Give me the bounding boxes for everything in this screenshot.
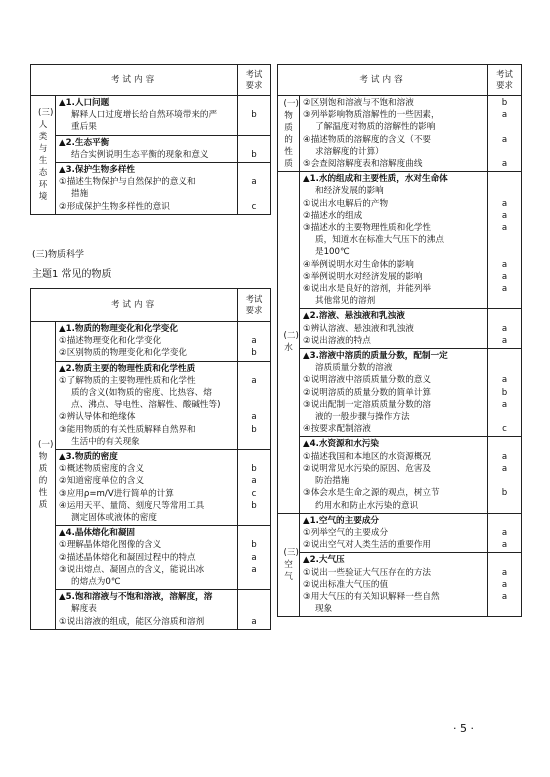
item-heading: ▲1.空气的主要成分 [303, 515, 380, 526]
table-row [278, 349, 522, 437]
item-heading: ▲2.大气压 [303, 555, 345, 566]
row-content [56, 526, 238, 590]
requirement-level: c [251, 201, 257, 212]
row-requirement [488, 437, 522, 513]
requirement-level: a [501, 579, 508, 590]
table-row [278, 513, 522, 553]
requirement-level: a [501, 335, 508, 346]
row-requirement [238, 361, 271, 449]
item-heading: ▲2.溶液、悬浊液和乳浊液 [303, 311, 405, 322]
item-heading: ▲3.溶液中溶质的质量分数，配制一定 [303, 351, 448, 362]
requirement-level [238, 576, 270, 588]
requirement-level: b [501, 488, 508, 499]
requirement-level: a [501, 134, 508, 145]
item-line: 求溶解度的计算） [315, 146, 384, 157]
item-heading: ▲1.水的组成和主要性质，水对生命体 [303, 174, 448, 185]
table-row [278, 553, 522, 617]
item-line: 约用水和防止水污染的意识 [315, 500, 419, 511]
row-content [56, 163, 238, 215]
requirement-level [238, 512, 270, 524]
row-content [300, 553, 488, 617]
requirement-level: a [501, 110, 508, 121]
item-line: ②辨认导体和绝缘体 [59, 412, 136, 423]
table-row [278, 172, 522, 309]
item-line: ③描述水的主要物理性质和化学性 [303, 223, 432, 234]
requirement-level [238, 188, 270, 200]
requirement-level: c [251, 488, 257, 499]
table-row [31, 361, 271, 449]
item-heading: ▲3.物质的密度 [59, 452, 118, 463]
item-line: 测定固体或液体的密度 [71, 513, 157, 524]
item-line: ④描述物质的溶解度的含义（不要 [303, 134, 432, 145]
requirement-level [488, 234, 521, 246]
section-label: (一)物质的性质 [31, 322, 56, 630]
requirement-level: a [501, 399, 508, 410]
item-line: ④按要求配制溶液 [303, 424, 371, 435]
requirement-level: a [251, 616, 257, 627]
item-line: ②说出标准大气压的值 [303, 579, 389, 590]
requirement-level: a [251, 552, 257, 563]
row-content [56, 96, 238, 136]
item-line: ③列举影响物质溶解性的一些因素， [303, 110, 440, 121]
item-line: ①说明溶液中溶质质量分数的意义 [303, 375, 432, 386]
requirement-level [488, 411, 521, 423]
requirement-level: a [251, 412, 257, 423]
item-line: ②区别物质的物理变化和化学变化 [59, 348, 188, 359]
row-requirement [488, 553, 522, 617]
requirement-level: a [501, 463, 508, 474]
header-content: 考试内容 [31, 289, 238, 322]
requirement-level: a [251, 177, 257, 188]
item-line: ③体会水是生命之源的观点，树立节 [303, 488, 440, 499]
item-line: 是100℃ [315, 247, 350, 258]
row-requirement [488, 309, 522, 349]
requirement-level: a [251, 564, 257, 575]
row-content [300, 437, 488, 513]
item-line: ①概述物质密度的含义 [59, 464, 145, 475]
row-requirement [238, 96, 271, 136]
requirement-level [488, 146, 521, 158]
requirement-level: a [501, 540, 508, 551]
item-heading: ▲1.物质的物理变化和化学变化 [59, 324, 178, 334]
requirement-level: a [501, 223, 508, 234]
requirement-level [488, 121, 521, 133]
requirement-level: a [251, 336, 257, 347]
table-ecology [30, 64, 271, 215]
item-line: ④运用天平、量筒、刻度尺等常用工具 [59, 500, 205, 511]
header-content: 考试内容 [31, 65, 238, 96]
row-requirement [488, 172, 522, 309]
item-line: ②说明常见水污染的原因、危害及 [303, 463, 432, 474]
row-content [300, 96, 488, 172]
item-heading: ▲1.人口问题 [59, 98, 110, 108]
requirement-level: a [501, 210, 508, 221]
item-line: 防治措施 [315, 476, 350, 487]
item-line: ①了解物质的主要物理性质和化学性 [59, 375, 196, 386]
item-line: 结合实例说明生态平衡的现象和意义 [71, 149, 209, 160]
requirement-level: c [502, 424, 507, 435]
page-number: · 5 · [453, 722, 474, 735]
row-content [300, 172, 488, 309]
item-heading: ▲4.水资源和水污染 [303, 439, 380, 450]
row-content [56, 450, 238, 526]
item-line: ②说明溶质的质量分数的简单计算 [303, 387, 432, 398]
table-row [278, 96, 522, 172]
requirement-level [488, 475, 521, 487]
requirement-level [238, 436, 270, 448]
item-line: ②说出溶液的特点 [303, 335, 371, 346]
item-line: ③说出配制一定溶质质量分数的溶 [303, 399, 432, 410]
item-heading: ▲5.饱和溶液与不饱和溶液，溶解度，溶 [59, 592, 213, 603]
item-line: ①理解晶体熔化图像的含义 [59, 540, 162, 551]
item-line: 了解温度对物质的溶解性的影响 [315, 122, 436, 133]
item-line: ①描述我国和本地区的水资源概况 [303, 451, 432, 462]
header-requirement: 考试 要求 [238, 65, 271, 96]
item-line: ②描述晶体熔化和凝固过程中的特点 [59, 552, 196, 563]
table-row [31, 163, 271, 215]
table-row [31, 135, 271, 162]
table-row [278, 437, 522, 513]
requirement-level: b [251, 464, 257, 475]
item-line: ②区别饱和溶液与不饱和溶液 [303, 98, 414, 108]
table-row [31, 590, 271, 630]
requirement-level: a [501, 591, 508, 602]
requirement-level: a [501, 284, 508, 295]
section-label: (三)空气 [278, 513, 300, 617]
item-line: ②知道密度单位的含义 [59, 476, 145, 487]
header-requirement: 考试 要求 [238, 289, 271, 322]
row-requirement [238, 322, 271, 362]
item-line: 解度表 [71, 604, 97, 615]
requirement-level: a [251, 375, 257, 386]
row-content [56, 361, 238, 449]
item-line: ②说出空气对人类生活的重要作用 [303, 540, 432, 551]
item-line: 措施 [71, 189, 89, 200]
item-line: ①说出水电解后的产物 [303, 198, 389, 209]
item-line: 点、沸点、导电性、溶解性、酸碱性等) [71, 400, 221, 411]
item-line: ⑤会查阅溶解度表和溶解度曲线 [303, 159, 423, 170]
item-line: ①描述物理变化和化学变化 [59, 336, 162, 347]
requirement-level [238, 399, 270, 411]
requirement-level [488, 246, 521, 258]
row-requirement [238, 163, 271, 215]
requirement-level: a [501, 375, 508, 386]
requirement-level: b [251, 348, 257, 359]
requirement-level: b [251, 424, 257, 435]
requirement-level: a [251, 476, 257, 487]
table-row [31, 322, 271, 362]
item-line: 液的一般步骤与操作方法 [315, 412, 410, 423]
item-heading: ▲4.晶体熔化和凝固 [59, 528, 136, 539]
item-heading: ▲2.物质主要的物理性质和化学性质 [59, 363, 196, 374]
table-row [31, 96, 271, 136]
item-line: 解释人口过度增长给自然环境带来的严 [71, 110, 218, 121]
item-line: ③用大气压的有关知识解释一些自然 [303, 591, 440, 602]
requirement-level [488, 500, 521, 512]
section-label: (三)人类与生态环境 [31, 96, 56, 215]
item-line: 的熔点为0℃ [71, 577, 121, 588]
requirement-level: a [501, 451, 508, 462]
row-requirement [238, 135, 271, 162]
item-line: 质，知道水在标准大气压下的沸点 [315, 235, 444, 246]
item-line: 现象 [315, 604, 333, 615]
item-line: ②描述水的组成 [303, 210, 363, 221]
item-line: ①说出一些验证大气压存在的方法 [303, 567, 432, 578]
item-line: ①说出溶液的组成，能区分溶质和溶剂 [59, 616, 205, 627]
row-content [300, 513, 488, 553]
item-line: 质的含义(如物质的密度、比热容、熔 [71, 388, 212, 399]
requirement-level: a [501, 323, 508, 334]
table-water-air [277, 64, 522, 617]
row-requirement [488, 349, 522, 437]
item-heading: ▲3.保护生物多样性 [59, 165, 136, 176]
requirement-level: a [501, 159, 508, 170]
row-requirement [238, 590, 271, 630]
requirement-level: a [501, 271, 508, 282]
row-content [56, 135, 238, 162]
requirement-level: b [251, 540, 257, 551]
section-label: (二)水 [278, 172, 300, 513]
requirement-level [238, 603, 270, 615]
section-title: (三)物质科学 [32, 250, 85, 260]
requirement-level: b [251, 110, 257, 121]
row-content [56, 322, 238, 362]
table-row [278, 309, 522, 349]
table-matter-properties [30, 288, 271, 630]
item-line: ③应用ρ=m/V进行简单的计算 [59, 488, 174, 499]
item-line: ①列举空气的主要成分 [303, 527, 389, 538]
item-line: 溶质质量分数的溶液 [315, 363, 393, 374]
item-line: ③能用物质的有关性质解释自然界和 [59, 424, 196, 435]
item-heading: ▲2.生态平衡 [59, 137, 110, 148]
item-line: ①辨认溶液、悬浊液和乳浊液 [303, 323, 414, 334]
header-requirement: 考试 要求 [488, 65, 522, 96]
requirement-level: b [251, 500, 257, 511]
requirement-level: a [501, 198, 508, 209]
section-label: (一)物质的性质 [278, 96, 300, 172]
requirement-level [238, 121, 270, 133]
table-row [31, 526, 271, 590]
row-content [300, 309, 488, 349]
requirement-level [488, 362, 521, 374]
header-content: 考试内容 [278, 65, 488, 96]
item-line: ⑤举例说明水对经济发展的影响 [303, 271, 423, 282]
row-content [56, 590, 238, 630]
item-line: 其他常见的溶剂 [315, 296, 376, 307]
requirement-level [488, 185, 521, 197]
item-line: ①描述生物保护与自然保护的意义和 [59, 177, 196, 188]
item-line: 和经济发展的影响 [315, 186, 384, 197]
item-line: ②形成保护生物多样性的意识 [59, 201, 170, 212]
requirement-level: a [501, 567, 508, 578]
table-row [31, 450, 271, 526]
requirement-level: b [251, 149, 257, 160]
requirement-level: b [501, 98, 508, 108]
item-line: ④举例说明水对生命体的影响 [303, 259, 414, 270]
requirement-level [238, 387, 270, 399]
row-content [300, 349, 488, 437]
row-requirement [488, 513, 522, 553]
requirement-level: a [501, 259, 508, 270]
row-requirement [238, 450, 271, 526]
topic-title: 主题1 常见的物质 [32, 269, 112, 280]
item-line: 生活中的有关现象 [71, 436, 140, 447]
requirement-level: b [501, 387, 508, 398]
item-line: ③说出熔点、凝固点的含义，能说出冰 [59, 564, 205, 575]
row-requirement [238, 526, 271, 590]
item-line: 重后果 [71, 122, 97, 133]
requirement-level: a [501, 527, 508, 538]
item-line: ⑥说出水是良好的溶剂，并能列举 [303, 284, 432, 295]
requirement-level [488, 603, 521, 615]
requirement-level [488, 295, 521, 307]
row-requirement [488, 96, 522, 172]
